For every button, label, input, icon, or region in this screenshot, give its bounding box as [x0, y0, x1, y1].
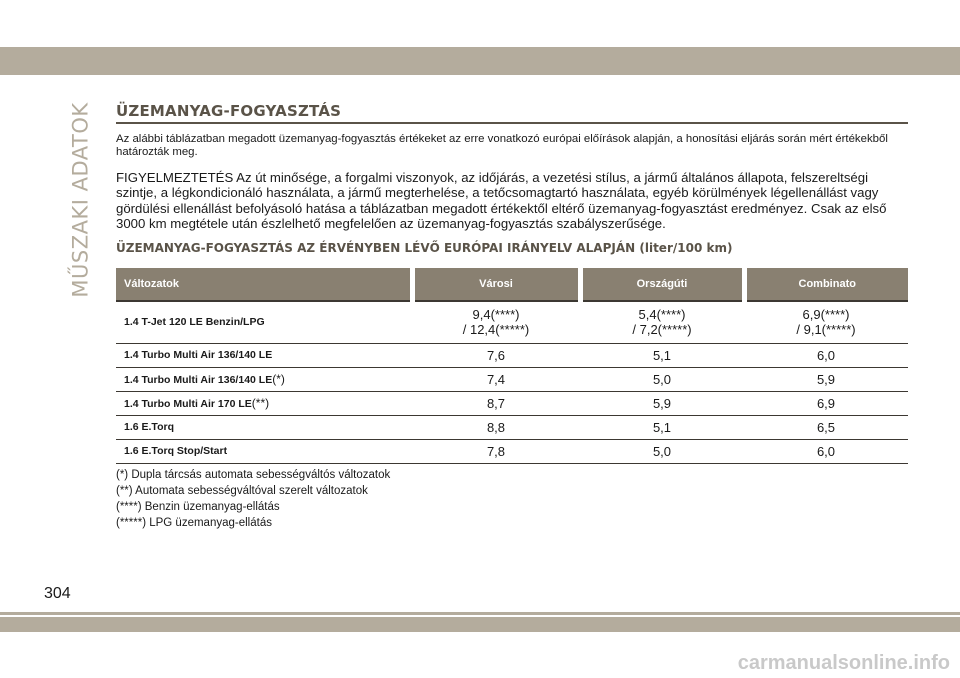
- bottom-decor-bar: [0, 617, 960, 632]
- urban-cell: 7,4: [486, 371, 506, 387]
- footnotes: [116, 468, 908, 530]
- intro-paragraph: Az alábbi táblázatban megadott üzemanyag-fogyasztás értékeket az erre vonatkozó európai előírások alapján, a honosítási eljárás során mért értékekből határozták meg.: [116, 133, 888, 158]
- model-cell: 1.6 E.Torq Stop/Start: [124, 445, 228, 458]
- table-row: [116, 301, 908, 343]
- table-row: [116, 343, 908, 367]
- combined-cell: 6,9(****) / 9,1(*****): [796, 307, 856, 338]
- extra-urban-cell: 5,9: [652, 395, 672, 411]
- footnote: (**) Automata sebességváltóval szerelt változatok: [116, 484, 368, 497]
- combined-cell: 6,5: [816, 419, 836, 435]
- model-cell: 1.4 Turbo Multi Air 170 LE(**): [124, 396, 270, 411]
- header-urban: Városi: [412, 268, 580, 301]
- urban-cell: 8,7: [486, 395, 506, 411]
- model-cell: 1.6 E.Torq: [124, 421, 174, 434]
- watermark: carmanualsonline.info: [737, 652, 950, 674]
- consumption-table: [116, 268, 908, 464]
- warning-paragraph: FIGYELMEZTETÉS Az út minősége, a forgalmi viszonyok, az időjárás, a vezetési stílus, a jármű általános állapota, felszereltségi szintje, a légkondicionáló használata, a jármű megterhelése, a tetőcsomagtartó használata, egyéb körülmények légellenállást vagy gördülési ellenállást befolyásoló hatása a táblázatban megadott értékektől eltérő üzemanyag-fogyasztást eredményez. Csak az első 3000 km megtétele után észlelhető megfelelően az üzemanyag-fogyasztás szabályszerűsége.: [116, 170, 887, 231]
- page-number: 304: [44, 585, 71, 602]
- footnote: (****) Benzin üzemanyag-ellátás: [116, 500, 280, 513]
- top-decor-bar: [0, 47, 960, 75]
- urban-cell: 7,6: [486, 347, 506, 363]
- table-row: [116, 391, 908, 415]
- combined-cell: 6,0: [816, 443, 836, 459]
- footnote: (*****) LPG üzemanyag-ellátás: [116, 516, 272, 529]
- top-margin: [0, 0, 960, 47]
- model-cell: 1.4 Turbo Multi Air 136/140 LE(*): [124, 372, 285, 387]
- bottom-decor-line: [0, 612, 960, 615]
- header-extra-urban: Országúti: [580, 268, 744, 301]
- section-title: ÜZEMANYAG-FOGYASZTÁS: [116, 102, 908, 124]
- table-row: [116, 415, 908, 439]
- table-header-row: [116, 268, 908, 301]
- combined-cell: 6,0: [816, 347, 836, 363]
- urban-cell: 9,4(****) / 12,4(*****): [462, 307, 530, 338]
- section-side-tab: [62, 102, 100, 298]
- extra-urban-cell: 5,0: [652, 443, 672, 459]
- side-tab-label: MŰSZAKI ADATOK: [69, 102, 93, 298]
- extra-urban-cell: 5,1: [652, 347, 672, 363]
- table-row: [116, 439, 908, 463]
- table-title: ÜZEMANYAG-FOGYASZTÁS AZ ÉRVÉNYBEN LÉVŐ EURÓPAI IRÁNYELV ALAPJÁN (liter/100 km): [116, 241, 733, 256]
- extra-urban-cell: 5,0: [652, 371, 672, 387]
- header-combined: Combinato: [744, 268, 908, 301]
- urban-cell: 8,8: [486, 419, 506, 435]
- combined-cell: 6,9: [816, 395, 836, 411]
- table-row: [116, 367, 908, 391]
- model-cell: 1.4 T-Jet 120 LE Benzin/LPG: [124, 316, 265, 329]
- header-variants: Változatok: [116, 268, 412, 301]
- urban-cell: 7,8: [486, 443, 506, 459]
- page-content: [116, 102, 908, 532]
- combined-cell: 5,9: [816, 371, 836, 387]
- extra-urban-cell: 5,4(****) / 7,2(*****): [632, 307, 692, 338]
- extra-urban-cell: 5,1: [652, 419, 672, 435]
- footnote: (*) Dupla tárcsás automata sebességváltós változatok: [116, 468, 391, 481]
- model-cell: 1.4 Turbo Multi Air 136/140 LE: [124, 349, 273, 362]
